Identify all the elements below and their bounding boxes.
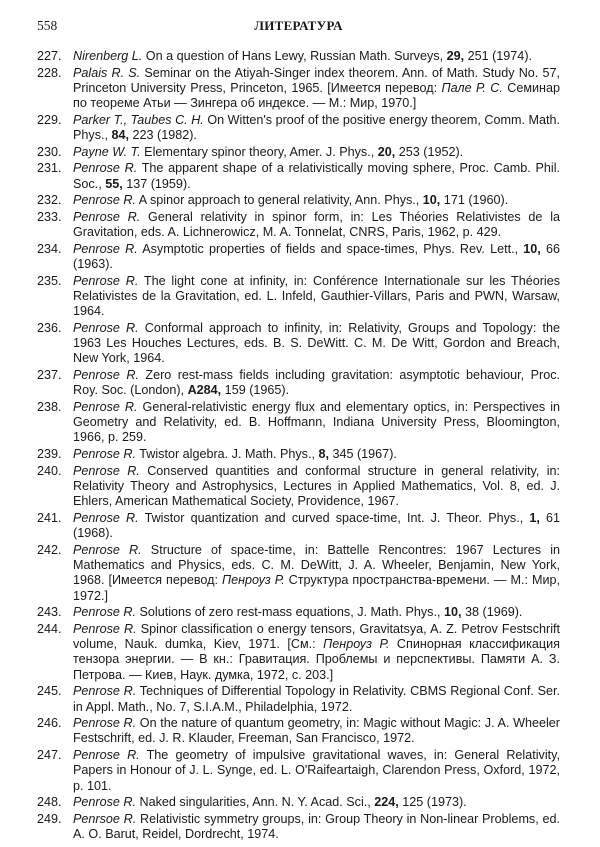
reference-text: Семинар по теореме Атьи — Зингера об индексе. — М.: Мир, 1970.] <box>73 80 561 111</box>
reference-entry <box>37 400 560 446</box>
reference-volume: 8, <box>318 446 329 461</box>
reference-text: Relativistic symmetry groups, in: Group Theory in Non-linear Problems, ed. A. O. Barut, Reidel, Dordrecht, 1974. <box>73 811 560 842</box>
reference-entry <box>37 748 560 794</box>
reference-number: 237. <box>37 367 62 382</box>
reference-number: 249. <box>37 811 62 826</box>
reference-entry <box>37 716 560 747</box>
reference-text: Naked singularities, Ann. N. Y. Acad. Sci., <box>136 795 375 810</box>
reference-author: Penrose R. <box>73 209 141 224</box>
reference-number: 245. <box>37 684 62 699</box>
page-header <box>37 18 560 40</box>
reference-text: On the nature of quantum geometry, in: Magic without Magic: J. A. Wheeler Festschrift, ed. J. R. Klauder, Freeman, San Francisco, 1972. <box>73 716 561 746</box>
reference-number: 246. <box>37 716 62 731</box>
reference-author: Penrose R. <box>73 367 139 382</box>
reference-number: 244. <box>37 621 62 636</box>
reference-author: Penrose R. <box>73 748 140 762</box>
reference-entry <box>37 511 560 542</box>
reference-author: Penrsoe R. <box>73 811 137 826</box>
reference-number: 241. <box>37 510 62 525</box>
reference-number: 233. <box>37 209 62 224</box>
reference-volume: A284, <box>187 383 222 398</box>
reference-volume: 84, <box>111 128 130 143</box>
translation-author: Пенроуз Р. <box>323 637 390 652</box>
reference-author: Palais R. S. <box>73 65 141 80</box>
reference-author: Penrose R. <box>73 241 138 256</box>
reference-author: Penrose R. <box>73 542 142 557</box>
reference-number: 248. <box>37 795 62 810</box>
reference-entry <box>37 605 560 620</box>
reference-author: Penrose R. <box>73 399 138 414</box>
reference-text: 251 (1974). <box>464 49 533 63</box>
reference-text: 159 (1965). <box>221 383 290 398</box>
reference-text: Twistor quantization and curved space-time, Int. J. Theor. Phys., <box>138 510 530 525</box>
translation-author: Пенроуз Р. <box>221 573 285 588</box>
reference-text: The geometry of impulsive gravitational waves, in: General Relativity, Papers in Honour of J. L. Synge, ed. L. O'Raifeartaigh, Clarendon Press, Oxford, 1972, p. 101. <box>73 748 560 793</box>
reference-list <box>37 49 560 842</box>
reference-entry <box>37 161 560 192</box>
reference-number: 229. <box>37 112 62 127</box>
reference-author: Penrose R. <box>73 193 136 208</box>
reference-author: Penrose R. <box>73 161 138 176</box>
reference-entry <box>37 242 560 273</box>
reference-text: 137 (1959). <box>122 176 191 191</box>
reference-number: 243. <box>37 605 62 620</box>
reference-number: 239. <box>37 446 62 461</box>
reference-author: Payne W. T. <box>73 144 141 159</box>
reference-text: The apparent shape of a relativistically moving sphere, Proc. Camb. Phil. Soc., <box>73 161 560 191</box>
reference-number: 230. <box>37 144 62 159</box>
reference-text: Techniques of Differential Topology in Relativity. CBMS Regional Conf. Ser. in Appl. Math., No. 7, S.I.A.M., Philadelphia, 1972. <box>73 684 561 714</box>
page-number: 558 <box>37 18 58 33</box>
reference-text: Seminar on the Atiyah-Singer index theorem. Ann. of Math. Study No. 57, Princeton University Press, Princeton, 1965. [Имеется перевод: <box>73 65 560 95</box>
reference-text: Structure of space-time, in: Battelle Rencontres: 1967 Lectures in Mathematics and Physics, eds. C. M. DeWitt, J. A. Wheeler, Benjamin, New York, 1968. [Имеется перевод: <box>73 542 560 588</box>
reference-volume: 1, <box>529 510 540 525</box>
reference-volume: 10, <box>523 241 541 256</box>
reference-entry <box>37 368 560 399</box>
reference-number: 234. <box>37 241 62 256</box>
reference-text: 345 (1967). <box>328 446 397 461</box>
reference-text: On Witten's proof of the positive energy theorem, Comm. Math. Phys., <box>73 112 560 143</box>
reference-author: Penrose R. <box>73 684 137 699</box>
reference-author: Penrose R. <box>73 716 137 731</box>
reference-volume: 224, <box>374 795 399 810</box>
reference-text: General relativity in spinor form, in: Les Théories Relativistes de la Gravitation, eds. A. Lichnerowicz, M. A. Tonnelat, CNRS, Paris, 1962, p. 429. <box>73 209 561 240</box>
reference-text: 61 (1968). <box>73 510 561 541</box>
reference-author: Penrose R. <box>73 795 136 810</box>
reference-text: Spinor classification o energy tensors, Gravitatsya, A. Z. Petrov Festschrift volume, Nauk. dumka, Kiev, 1971. [См.: <box>73 621 561 652</box>
reference-number: 235. <box>37 273 62 288</box>
running-head: ЛИТЕРАТУРА <box>254 18 343 33</box>
reference-entry <box>37 321 560 367</box>
reference-author: Penrose R. <box>73 446 136 461</box>
reference-entry <box>37 684 560 715</box>
reference-text: Asymptotic properties of fields and space-times, Phys. Rev. Lett., <box>137 241 524 256</box>
reference-number: 227. <box>37 49 62 63</box>
reference-entry <box>37 795 560 810</box>
reference-author: Nirenberg L. <box>73 49 143 63</box>
reference-text: On a question of Hans Lewy, Russian Math. Surveys, <box>142 49 447 63</box>
reference-author: Parker T., Taubes C. H. <box>73 112 204 127</box>
reference-entry <box>37 66 560 112</box>
reference-entry <box>37 274 560 320</box>
reference-text: Спинорная классификация тензора энергии. — В кн.: Гравитация. Проблемы и перспективы. Памяти А. З. Петрова. — Киев, Наук. думка, 1972, с. 203.] <box>73 637 560 682</box>
reference-text: 253 (1952). <box>395 144 464 159</box>
reference-number: 232. <box>37 193 62 208</box>
reference-text: 125 (1973). <box>398 795 467 810</box>
reference-volume: 10, <box>422 193 441 208</box>
reference-volume: 55, <box>105 176 123 191</box>
reference-text: Elementary spinor theory, Amer. J. Phys., <box>140 144 378 159</box>
reference-entry <box>37 622 560 683</box>
reference-text: Conformal approach to infinity, in: Relativity, Groups and Topology: the 1963 Les Houches Lectures, eds. B. S. DeWitt. C. M. De Witt, Gordon and Breach, New York, 1964. <box>73 320 560 366</box>
reference-volume: 10, <box>443 605 462 620</box>
reference-entry <box>37 812 560 843</box>
reference-author: Penrose R. <box>73 510 139 525</box>
reference-text: General-relativistic energy flux and elementary optics, in: Perspectives in Geometry and Relativity, ed. B. Hoffmann, Indiana University Press, Bloomington, 1966, p. 259. <box>73 399 561 445</box>
reference-entry <box>37 113 560 144</box>
reference-author: Penrose R. <box>73 463 140 478</box>
reference-number: 242. <box>37 542 62 557</box>
reference-entry <box>37 145 560 160</box>
reference-text: 38 (1969). <box>461 605 523 620</box>
translation-author: Пале Р. С. <box>441 80 503 95</box>
reference-author: Penrose R. <box>73 320 139 335</box>
reference-entry <box>37 543 560 604</box>
reference-text: 66 (1963). <box>73 241 560 271</box>
reference-text: 223 (1982). <box>129 128 197 143</box>
reference-entry <box>37 49 560 64</box>
reference-number: 236. <box>37 320 62 335</box>
reference-author: Penrose R. <box>73 621 137 636</box>
reference-text: Conserved quantities and conformal structure in general relativity, in: Relativity Theory and Astrophysics, Lectures in Applied Mathematics, Vol. 8, ed. J. Ehlers, American Mathematical Society, Providence, 1967. <box>73 463 561 509</box>
reference-text: Solutions of zero rest-mass equations, J. Math. Phys., <box>136 605 444 620</box>
reference-text: A spinor approach to general relativity, Ann. Phys., <box>136 193 423 208</box>
reference-text: Zero rest-mass fields including gravitation: asymptotic behaviour, Proc. Roy. Soc. (London), <box>73 367 560 398</box>
reference-volume: 20, <box>377 144 396 159</box>
reference-author: Penrose R. <box>73 273 139 288</box>
reference-number: 240. <box>37 463 62 478</box>
reference-entry <box>37 193 560 208</box>
reference-text: The light cone at infinity, in: Conférence Internationale sur les Théories Relativistes de la Gravitation, ed. L. Infeld, Gauthier-Villars, Paris and PWN, Warsaw, 1964. <box>73 273 561 319</box>
reference-number: 238. <box>37 399 62 414</box>
reference-number: 228. <box>37 65 62 80</box>
reference-number: 231. <box>37 161 62 176</box>
reference-volume: 29, <box>446 49 465 63</box>
reference-entry <box>37 210 560 241</box>
reference-text: Twistor algebra. J. Math. Phys., <box>136 446 319 461</box>
reference-text: 171 (1960). <box>440 193 509 208</box>
reference-author: Penrose R. <box>73 605 136 620</box>
reference-entry <box>37 447 560 462</box>
reference-entry <box>37 464 560 510</box>
reference-number: 247. <box>37 748 62 762</box>
reference-text: Структура пространства-времени. — М.: Мир, 1972.] <box>73 573 560 603</box>
